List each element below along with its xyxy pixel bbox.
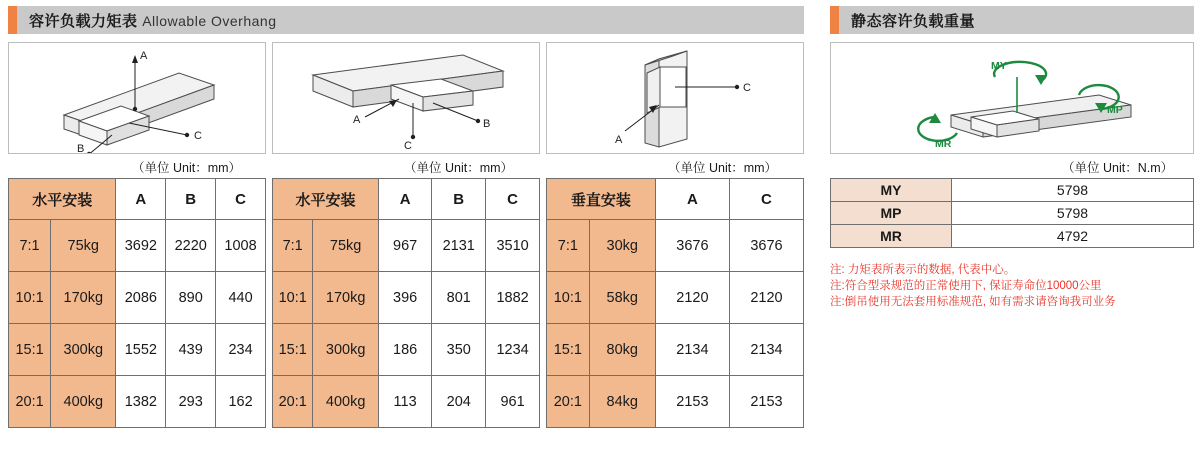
col-header-a: A [655,179,729,220]
diagram-1-svg [9,43,265,153]
col-header-c: C [486,179,540,220]
col-header-c: C [216,179,266,220]
cell-c: 2120 [729,272,803,324]
diagram-2-svg [273,43,539,153]
cell-a: 1382 [116,376,166,428]
col-header-c: C [729,179,803,220]
cell-a: 2153 [655,376,729,428]
svg-text:A: A [140,50,148,62]
cell-load: 30kg [589,220,655,272]
table-row [273,220,540,272]
cell-a: 3676 [655,220,729,272]
cell-a: 186 [378,324,431,376]
table-horizontal-mount-1 [8,178,266,428]
table-header-row [9,179,266,220]
section-header-allowable-overhang [8,6,804,34]
header-accent-bar [8,6,17,34]
diagram-4-svg [831,43,1193,153]
table-row [547,272,804,324]
header-left-text [29,10,276,31]
col-header-b: B [432,179,486,220]
table-row [547,324,804,376]
cell-b: 350 [432,324,486,376]
table-row [831,225,1194,248]
cell-c: 440 [216,272,266,324]
cell-a: 113 [378,376,431,428]
cell-c: 3676 [729,220,803,272]
cell-moment-label: MY [831,179,952,202]
unit-label-mm-2: （单位 Unit：mm） [404,161,514,175]
table-horizontal-mount-2 [272,178,540,428]
cell-load: 75kg [313,220,379,272]
cell-ratio: 15:1 [9,324,51,376]
cell-ratio: 7:1 [273,220,313,272]
cell-a: 2134 [655,324,729,376]
cell-c: 2153 [729,376,803,428]
header-left-title: 容许负载力矩表 [29,12,138,30]
svg-text:MP: MP [1107,104,1123,116]
cell-moment-value: 5798 [952,202,1194,225]
col-header-mount-type: 水平安装 [9,179,116,220]
cell-b: 890 [166,272,216,324]
svg-text:B: B [483,118,491,130]
cell-moment-label: MP [831,202,952,225]
svg-text:A: A [353,114,361,126]
cell-load: 80kg [589,324,655,376]
cell-b: 439 [166,324,216,376]
cell-ratio: 10:1 [273,272,313,324]
col-header-mount-type: 水平安装 [273,179,379,220]
diagram-horizontal-mount-1 [8,42,266,154]
section-header-static-load [830,6,1194,34]
cell-load: 58kg [589,272,655,324]
cell-c: 162 [216,376,266,428]
cell-ratio: 7:1 [9,220,51,272]
cell-b: 293 [166,376,216,428]
table-row [547,220,804,272]
cell-a: 1552 [116,324,166,376]
cell-a: 967 [378,220,431,272]
cell-c: 1882 [486,272,540,324]
col-header-a: A [378,179,431,220]
table-row [273,272,540,324]
table-static-allowable-load [830,178,1194,248]
svg-text:MY: MY [991,60,1007,72]
unit-label-mm-3: （单位 Unit：mm） [668,161,778,175]
diagram-static-moments [830,42,1194,154]
header-left-subtitle: Allowable Overhang [142,12,277,29]
cell-moment-value: 5798 [952,179,1194,202]
table-header-row [547,179,804,220]
table-vertical-mount [546,178,804,428]
svg-text:MR: MR [935,138,952,150]
cell-a: 2086 [116,272,166,324]
unit-label-nm: （单位 Unit：N.m） [1062,161,1174,175]
note-line-1: 注: 力矩表所表示的数据, 代表中心。 [830,264,1016,276]
diagram-3-svg [547,43,803,153]
header-right-title: 静态容许负载重量 [851,12,976,30]
diagram-vertical-mount [546,42,804,154]
cell-c: 1008 [216,220,266,272]
cell-ratio: 10:1 [547,272,590,324]
cell-moment-label: MR [831,225,952,248]
svg-text:C: C [404,140,412,152]
svg-text:B: B [77,143,85,153]
cell-c: 234 [216,324,266,376]
col-header-mount-type: 垂直安装 [547,179,656,220]
cell-b: 2220 [166,220,216,272]
cell-b: 801 [432,272,486,324]
header-accent-bar-right [830,6,839,34]
cell-ratio: 20:1 [547,376,590,428]
cell-load: 84kg [589,376,655,428]
cell-c: 1234 [486,324,540,376]
note-line-3: 注:倒吊使用无法套用标准规范, 如有需求请咨询我司业务 [830,296,1116,308]
table-row [9,272,266,324]
cell-load: 400kg [51,376,116,428]
diagram-horizontal-mount-2 [272,42,540,154]
note-line-2: 注:符合型录规范的正常使用下, 保证寿命位10000公里 [830,280,1102,292]
table-row [547,376,804,428]
svg-text:A: A [615,134,623,146]
notes-block [830,262,1198,310]
cell-ratio: 15:1 [273,324,313,376]
cell-ratio: 10:1 [9,272,51,324]
cell-moment-value: 4792 [952,225,1194,248]
cell-load: 300kg [51,324,116,376]
cell-a: 3692 [116,220,166,272]
table-row [273,376,540,428]
svg-text:C: C [743,82,751,94]
cell-load: 300kg [313,324,379,376]
cell-load: 400kg [313,376,379,428]
cell-a: 396 [378,272,431,324]
cell-c: 2134 [729,324,803,376]
cell-ratio: 7:1 [547,220,590,272]
cell-c: 3510 [486,220,540,272]
col-header-b: B [166,179,216,220]
table-header-row [273,179,540,220]
cell-load: 170kg [313,272,379,324]
cell-ratio: 15:1 [547,324,590,376]
cell-ratio: 20:1 [273,376,313,428]
cell-b: 2131 [432,220,486,272]
cell-ratio: 20:1 [9,376,51,428]
table-row [273,324,540,376]
table-row [9,376,266,428]
table-row [831,179,1194,202]
cell-a: 2120 [655,272,729,324]
cell-load: 75kg [51,220,116,272]
table-row [831,202,1194,225]
svg-text:C: C [194,130,202,142]
table-row [9,220,266,272]
unit-label-mm-1: （单位 Unit：mm） [132,161,242,175]
cell-load: 170kg [51,272,116,324]
col-header-a: A [116,179,166,220]
cell-b: 204 [432,376,486,428]
cell-c: 961 [486,376,540,428]
table-row [9,324,266,376]
